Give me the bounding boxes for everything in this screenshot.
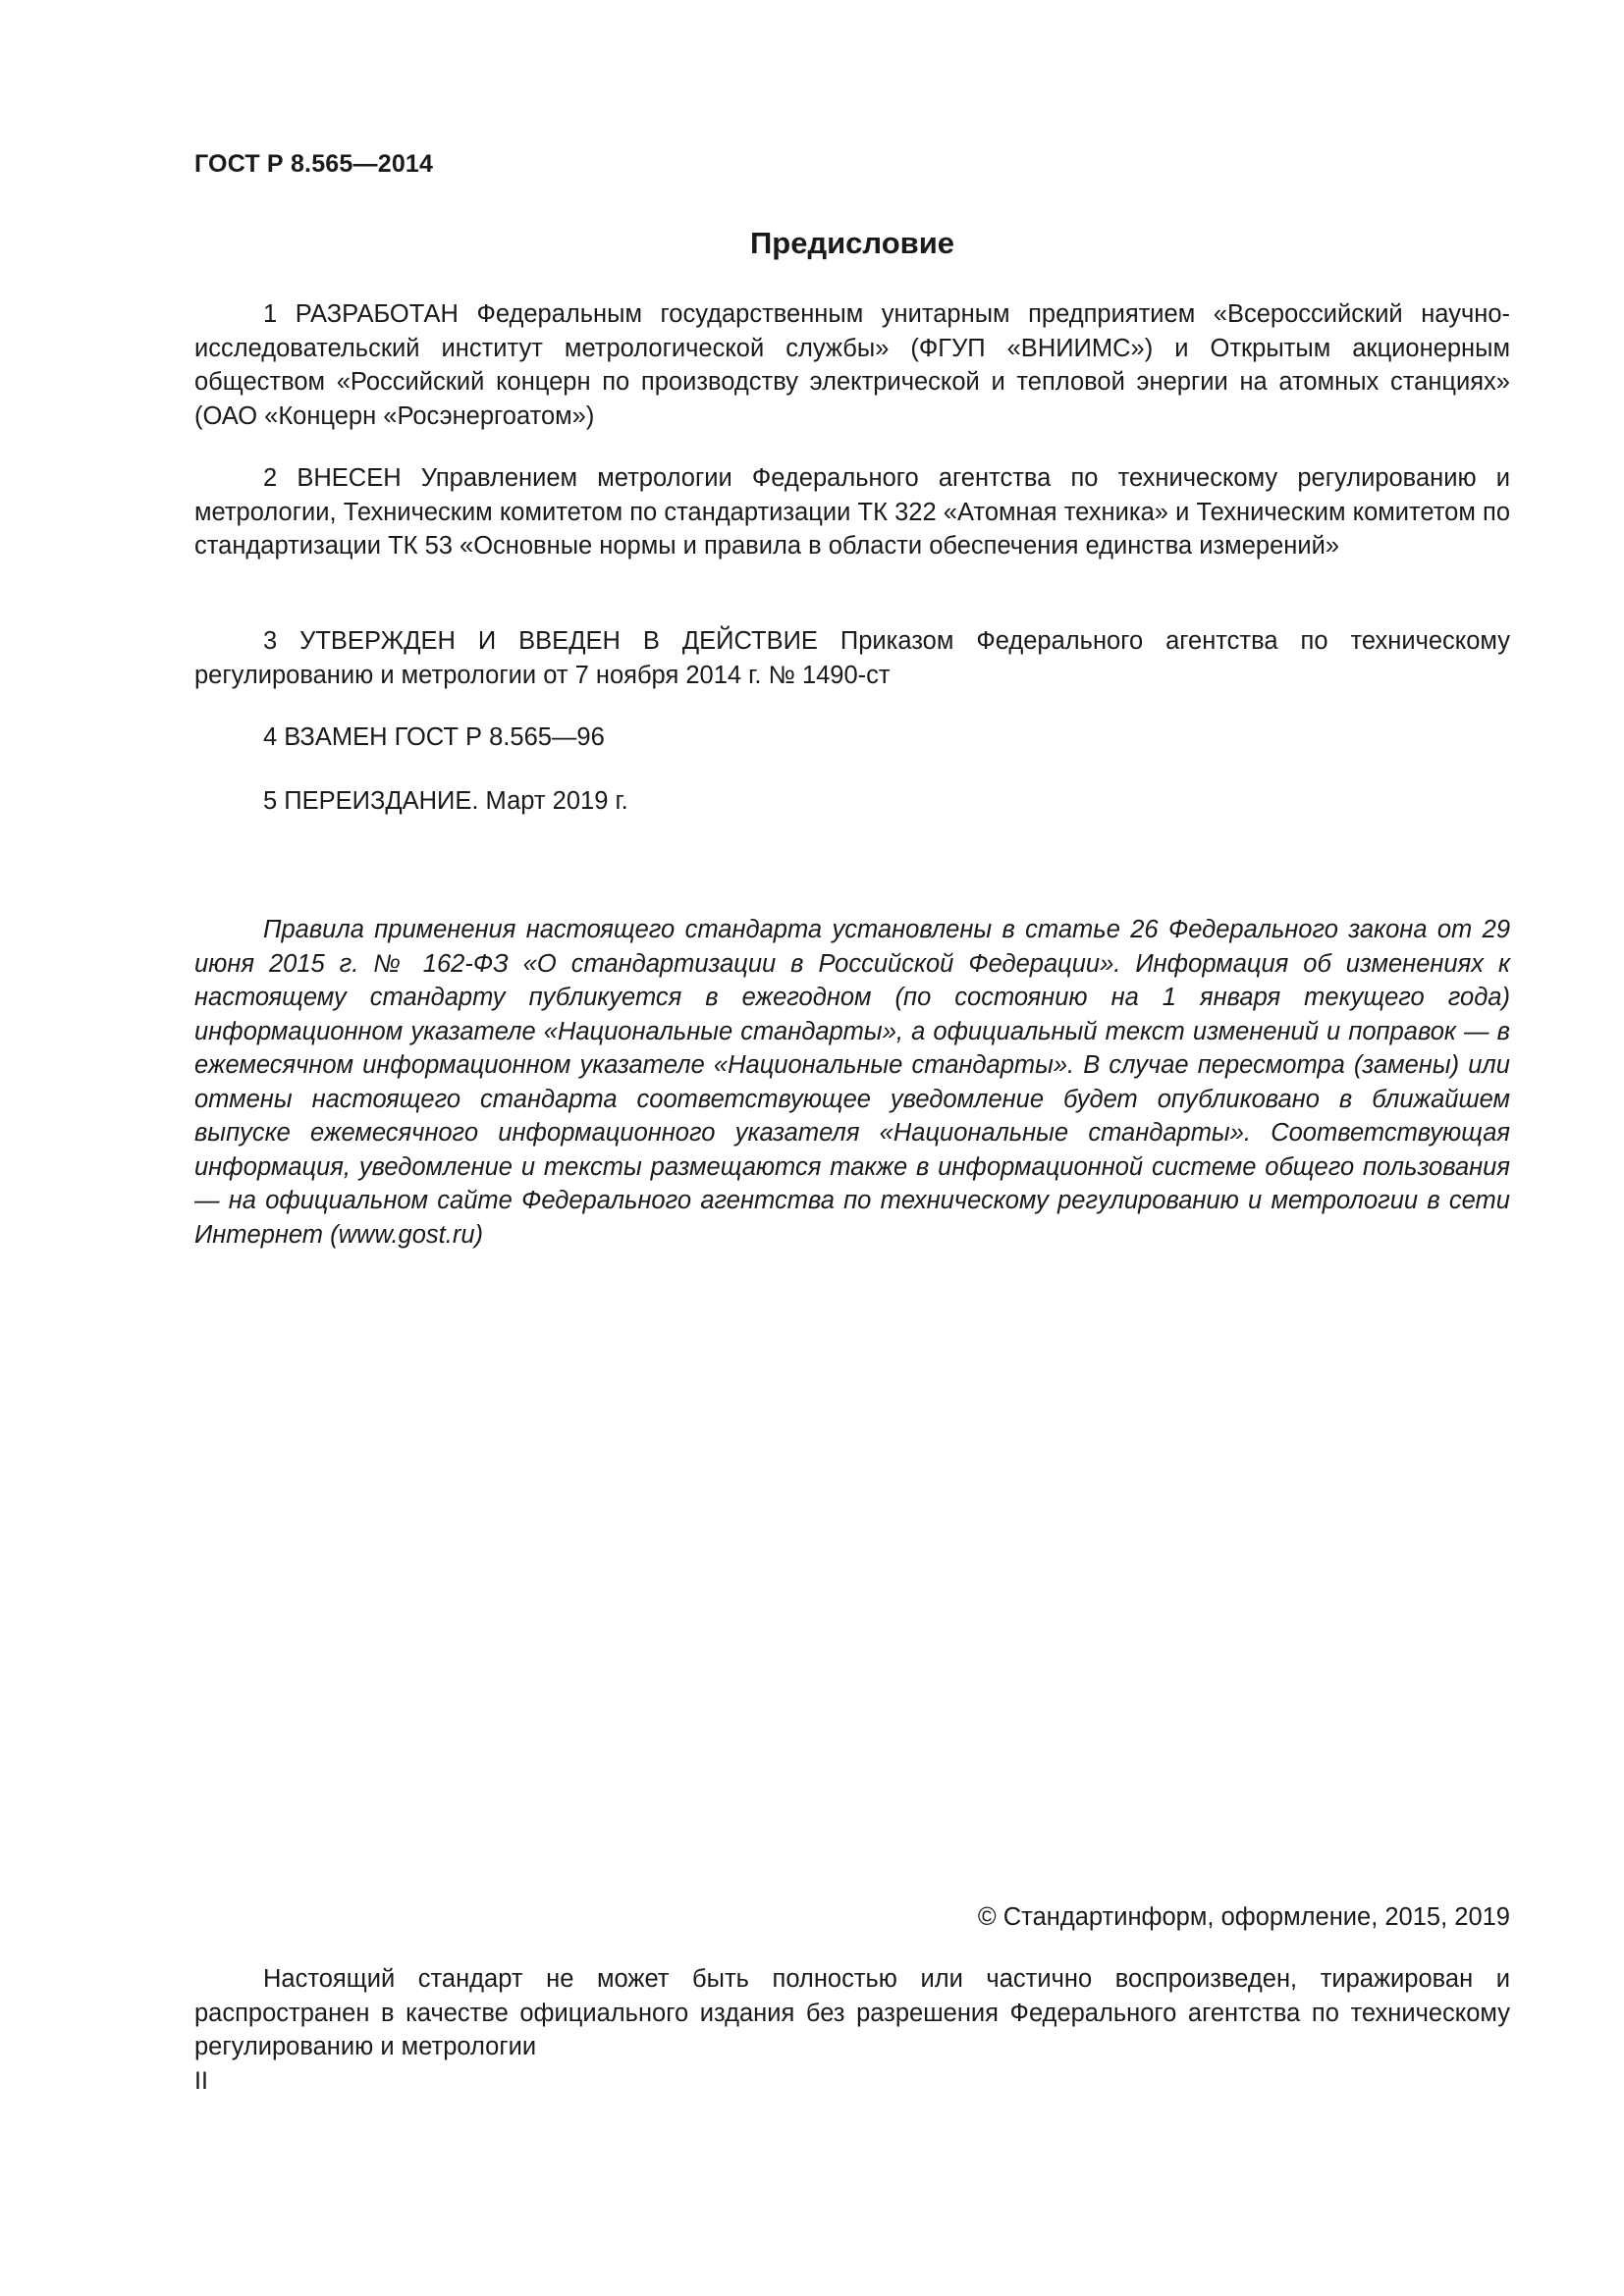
document-code: ГОСТ Р 8.565—2014 (194, 150, 434, 178)
foreword-item-1: 1 РАЗРАБОТАН Федеральным государственным унитарным предприятием «Всероссийский научно-исследовательский институт метрологической службы» (ФГУП «ВНИИМС») и Открытым акционерным обществом «Российский концерн по производству электрической и тепловой энергии на атомных станциях» (ОАО «Концерн «Росэнергоатом») (194, 300, 1510, 430)
foreword-item-4: 4 ВЗАМЕН ГОСТ Р 8.565—96 (263, 723, 605, 751)
foreword-item-3: 3 УТВЕРЖДЕН И ВВЕДЕН В ДЕЙСТВИЕ Приказом Федерального агентства по техническому регулированию и метрологии от 7 ноября 2014 г. № 1490-ст (194, 627, 1510, 689)
copyright-line: © Стандартинформ, оформление, 2015, 2019 (977, 1903, 1510, 1931)
foreword-item-2: 2 ВНЕСЕН Управлением метрологии Федерального агентства по техническому регулированию и метрологии, Техническим комитетом по стандартизации ТК 322 «Атомная техника» и Техническим комитетом по стандартизации ТК 53 «Основные нормы и правила в области обеспечения единства измерений» (194, 464, 1510, 560)
page-title: Предисловие (749, 226, 954, 260)
foreword-item-5: 5 ПЕРЕИЗДАНИЕ. Март 2019 г. (263, 787, 628, 815)
application-rules-notice: Правила применения настоящего стандарта установлены в статье 26 Федерального закона от 29 июня 2015 г. № 162-ФЗ «О стандартизации в Российской Федерации». Информация об изменениях к настоящему стандарту публикуется в ежегодном (по состоянию на 1 января текущего года) информационном указателе «Национальные стандарты», а официальный текст изменений и поправок — в ежемесячном информационном указателе «Национальные стандарты». В случае пересмотра (замены) или отмены настоящего стандарта соответствующее уведомление будет опубликовано в ближайшем выпуске ежемесячного информационного указателя «Национальные стандарты». Соответствующая информация, уведомление и тексты размещаются также в информационной системе общего пользования — на официальном сайте Федерального агентства по техническому регулированию и метрологии в сети Интернет (www.gost.ru) (194, 916, 1510, 1249)
reproduction-notice: Настоящий стандарт не может быть полностью или частично воспроизведен, тиражирован и распространен в качестве официального издания без разрешения Федерального агентства по техническому регулированию и метрологии (194, 1965, 1510, 2060)
page-number: II (194, 2067, 208, 2095)
